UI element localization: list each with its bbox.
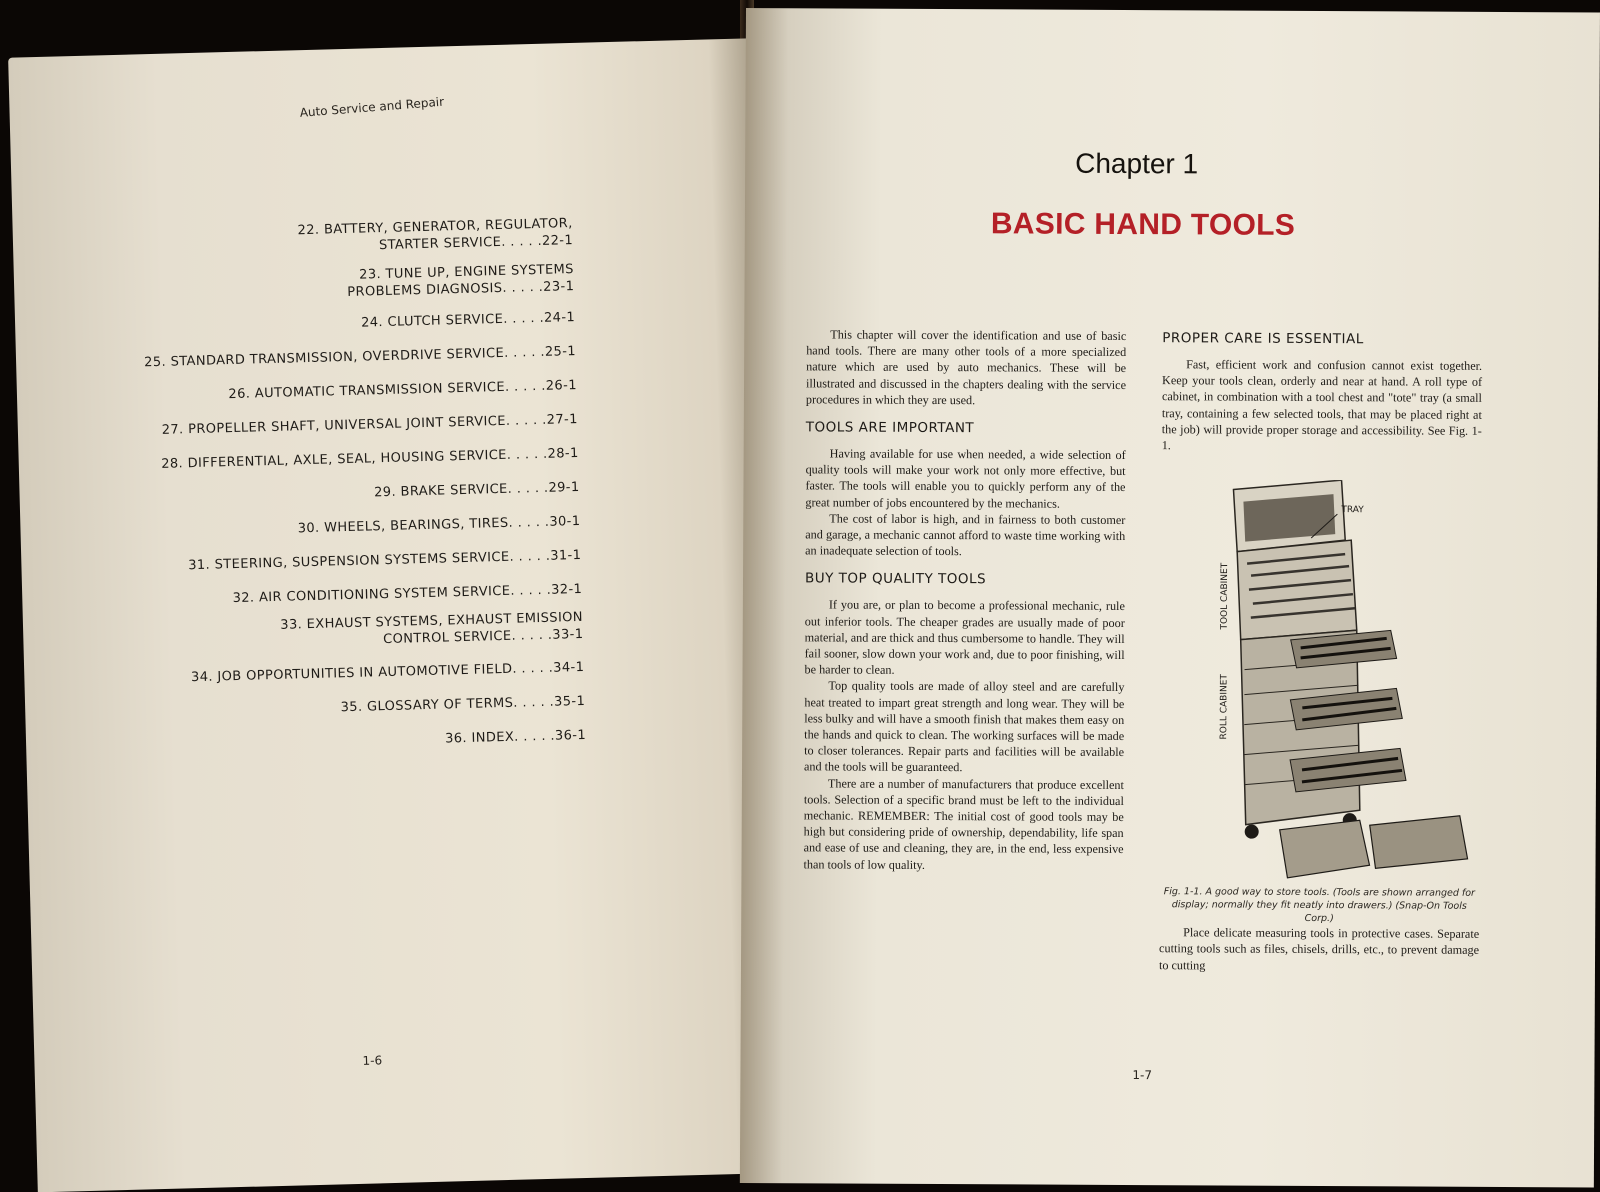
toc-entry <box>232 581 582 607</box>
figure-tool-cabinet <box>1159 479 1481 881</box>
toc-entry-line: 29. BRAKE SERVICE. . . . .29-1 <box>373 479 580 501</box>
paragraph: The cost of labor is high, and in fairness to both customer and garage, a mechanic cannot afford to waste time working with an inadequate selection of tools. <box>805 511 1126 559</box>
toc-entry-line: 27. PROPELLER SHAFT, UNIVERSAL JOINT SERVICE. . . . .27-1 <box>161 411 578 438</box>
figure-label-tray: TRAY <box>1341 505 1364 516</box>
section-heading: PROPER CARE IS ESSENTIAL <box>1162 330 1364 348</box>
toc-entry <box>340 693 585 716</box>
toc-entry <box>161 445 579 473</box>
toc-entry-line: CONTROL SERVICE. . . . .33-1 <box>382 626 584 648</box>
right-page <box>740 8 1600 1187</box>
paragraph: Fast, efficient work and confusion cannot exist together. Keep your tools clean, orderly and near at hand. A roll type of cabinet, in combination with a tool chest and "tote" tray (a small tray, containing a few selected tools, that may be placed right at the job) will provide proper storage and accessibility. See Fig. 1-1. <box>1161 357 1483 453</box>
intro-paragraph: This chapter will cover the identification and use of basic hand tools. There are many other tools of a more specialized nature which are used by auto mechanics. These will be illustrated and discussed in the chapters dealing with the service procedures in which they are used. <box>805 327 1127 408</box>
text-column-left <box>803 326 1126 874</box>
paragraph: If you are, or plan to become a professional mechanic, rule out inferior tools. The cheaper grades are usually made of poor material, and are thick and thus cumbersome to handle. They will fail sooner, slow down your work and, due to poor finishing, will be harder to clean. <box>804 597 1125 678</box>
toc-entry-line: 24. CLUTCH SERVICE. . . . .24-1 <box>360 310 576 331</box>
toc-entry-line: 35. GLOSSARY OF TERMS. . . . .35-1 <box>340 693 586 716</box>
paragraph: Having available for use when needed, a wide selection of quality tools will make your work not only more effective, but faster. The tools will enable you to quickly perform any of the great number of jobs encountered by the mechanics. <box>805 446 1126 511</box>
toc-entry-line: 32. AIR CONDITIONING SYSTEM SERVICE. . . . .32-1 <box>232 581 583 607</box>
toc-entry <box>347 261 575 301</box>
toc-entry-line: PROBLEMS DIAGNOSIS. . . . .23-1 <box>347 279 575 300</box>
page-number-right: 1-7 <box>1132 1068 1153 1083</box>
paragraph: There are a number of manufacturers that produce excellent tools. Selection of a specific brand must be left to the individual mechanic. REMEMBER: The initial cost of good tools may be high but considering pride of ownership, dependability, life span and ease of use and cleaning, they are, in the end, less expensive than tools of low quality. <box>803 776 1124 872</box>
toc-entry-line: 31. STEERING, SUSPENSION SYSTEMS SERVICE. . . . .31-1 <box>188 547 582 574</box>
chapter-label: Chapter 1 <box>1075 147 1199 180</box>
toc-entry-line: 22. BATTERY, GENERATOR, REGULATOR, <box>297 216 573 239</box>
toc-entry-line: 34. JOB OPPORTUNITIES IN AUTOMOTIVE FIELD. . . . .34-1 <box>190 659 585 686</box>
toc-entry-line: 26. AUTOMATIC TRANSMISSION SERVICE. . . . .26-1 <box>228 377 578 403</box>
toc-entry <box>280 609 584 651</box>
toc-entry-line: 30. WHEELS, BEARINGS, TIRES. . . . .30-1 <box>297 513 581 537</box>
toc-entry <box>228 377 577 403</box>
toc-entry <box>162 411 578 439</box>
toc-entry-line: 33. EXHAUST SYSTEMS, EXHAUST EMISSION <box>280 609 584 633</box>
left-page <box>8 38 782 1192</box>
figure-label-tool-cabinet: TOOL CABINET <box>1219 562 1231 630</box>
running-head: Auto Service and Repair <box>299 94 445 120</box>
chapter-title: BASIC HAND TOOLS <box>990 207 1296 242</box>
toc-entry <box>144 343 576 371</box>
toc-entry <box>298 513 581 537</box>
toc-entry <box>188 547 582 574</box>
table-of-contents <box>52 173 587 747</box>
section-heading: BUY TOP QUALITY TOOLS <box>804 570 987 588</box>
figure-caption: Fig. 1-1. A good way to store tools. (Tools are shown arranged for display; normally they fit neatly into drawers.) (Snap-On Tools Corp.) <box>1163 886 1475 925</box>
section-heading: TOOLS ARE IMPORTANT <box>805 419 975 437</box>
toc-entry <box>361 309 575 332</box>
toc-entry <box>297 215 573 256</box>
paragraph: Place delicate measuring tools in protective cases. Separate cutting tools such as files, chisels, drills, etc., to prevent damage to cutting <box>1158 925 1480 973</box>
toc-entry-line: STARTER SERVICE. . . . .22-1 <box>378 233 574 254</box>
toc-entry-line: 25. STANDARD TRANSMISSION, OVERDRIVE SERVICE. . . . .25-1 <box>144 343 577 371</box>
text-column-right <box>1159 330 1482 974</box>
toc-entry <box>191 659 585 686</box>
toc-entry-line: 36. INDEX. . . . .36-1 <box>444 727 587 747</box>
tool-cabinet-illustration <box>1159 479 1481 881</box>
toc-entry-line: 28. DIFFERENTIAL, AXLE, SEAL, HOUSING SERVICE. . . . .28-1 <box>161 445 579 472</box>
figure-label-roll-cabinet: ROLL CABINET <box>1219 674 1230 740</box>
paragraph: Top quality tools are made of alloy steel and are carefully heat treated to impart great strength and long wear. They will be less bulky and will have a smooth finish that makes them easy on the hands and quick to clean. The working surfaces will be made to closer tolerances. Repair parts and facilities will be available and the tools will be guaranteed. <box>803 678 1125 775</box>
toc-entry-line: 23. TUNE UP, ENGINE SYSTEMS <box>358 262 575 283</box>
toc-entry <box>445 727 586 748</box>
toc-entry <box>374 479 580 501</box>
page-number-left: 1-6 <box>362 1053 383 1068</box>
